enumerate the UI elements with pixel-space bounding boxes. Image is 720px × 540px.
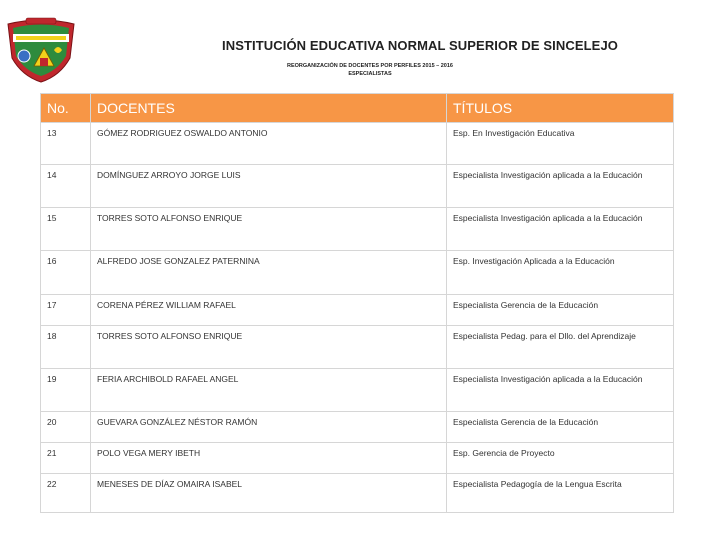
table-row bbox=[41, 369, 674, 412]
subtitle-line-1: REORGANIZACIÓN DE DOCENTES POR PERFILES 2015 – 2016 bbox=[287, 63, 453, 69]
table-row bbox=[41, 123, 674, 165]
cell-docente: ALFREDO JOSE GONZALEZ PATERNINA bbox=[91, 251, 447, 295]
cell-no: 21 bbox=[41, 443, 91, 474]
cell-docente: CORENA PÉREZ WILLIAM RAFAEL bbox=[91, 295, 447, 326]
cell-titulo: Esp. Investigación Aplicada a la Educación bbox=[447, 251, 674, 295]
school-crest-icon bbox=[4, 14, 78, 84]
table-row bbox=[41, 251, 674, 295]
cell-titulo: Especialista Investigación aplicada a la Educación bbox=[447, 369, 674, 412]
table-row bbox=[41, 443, 674, 474]
cell-no: 17 bbox=[41, 295, 91, 326]
cell-docente: POLO VEGA MERY IBETH bbox=[91, 443, 447, 474]
table-header-row bbox=[41, 94, 674, 123]
table-row bbox=[41, 326, 674, 369]
cell-titulo: Especialista Investigación aplicada a la Educación bbox=[447, 165, 674, 208]
cell-no: 16 bbox=[41, 251, 91, 295]
cell-no: 18 bbox=[41, 326, 91, 369]
cell-titulo: Esp. En Investigación Educativa bbox=[447, 123, 674, 165]
cell-titulo: Especialista Pedagogía de la Lengua Escrita bbox=[447, 474, 674, 513]
page-title: INSTITUCIÓN EDUCATIVA NORMAL SUPERIOR DE SINCELEJO bbox=[222, 38, 618, 53]
cell-titulo: Especialista Pedag. para el Dllo. del Aprendizaje bbox=[447, 326, 674, 369]
cell-no: 22 bbox=[41, 474, 91, 513]
cell-titulo: Esp. Gerencia de Proyecto bbox=[447, 443, 674, 474]
table-row bbox=[41, 412, 674, 443]
subtitle-line-2: ESPECIALISTAS bbox=[348, 71, 392, 77]
cell-docente: GÓMEZ RODRIGUEZ OSWALDO ANTONIO bbox=[91, 123, 447, 165]
cell-docente: GUEVARA GONZÁLEZ NÉSTOR RAMÓN bbox=[91, 412, 447, 443]
cell-docente: TORRES SOTO ALFONSO ENRIQUE bbox=[91, 208, 447, 251]
cell-no: 19 bbox=[41, 369, 91, 412]
column-header-no: No. bbox=[41, 94, 91, 123]
docentes-table bbox=[40, 93, 674, 513]
cell-no: 15 bbox=[41, 208, 91, 251]
cell-titulo: Especialista Investigación aplicada a la Educación bbox=[447, 208, 674, 251]
page-subtitle bbox=[220, 62, 520, 78]
cell-docente: DOMÍNGUEZ ARROYO JORGE LUIS bbox=[91, 165, 447, 208]
table-row bbox=[41, 165, 674, 208]
cell-titulo: Especialista Gerencia de la Educación bbox=[447, 295, 674, 326]
cell-no: 14 bbox=[41, 165, 91, 208]
cell-docente: TORRES SOTO ALFONSO ENRIQUE bbox=[91, 326, 447, 369]
cell-no: 13 bbox=[41, 123, 91, 165]
table-row bbox=[41, 208, 674, 251]
cell-no: 20 bbox=[41, 412, 91, 443]
table-row bbox=[41, 474, 674, 513]
cell-docente: MENESES DE DÍAZ OMAIRA ISABEL bbox=[91, 474, 447, 513]
cell-titulo: Especialista Gerencia de la Educación bbox=[447, 412, 674, 443]
column-header-titulos: TÍTULOS bbox=[447, 94, 674, 123]
column-header-docentes: DOCENTES bbox=[91, 94, 447, 123]
table-row bbox=[41, 295, 674, 326]
cell-docente: FERIA ARCHIBOLD RAFAEL ANGEL bbox=[91, 369, 447, 412]
